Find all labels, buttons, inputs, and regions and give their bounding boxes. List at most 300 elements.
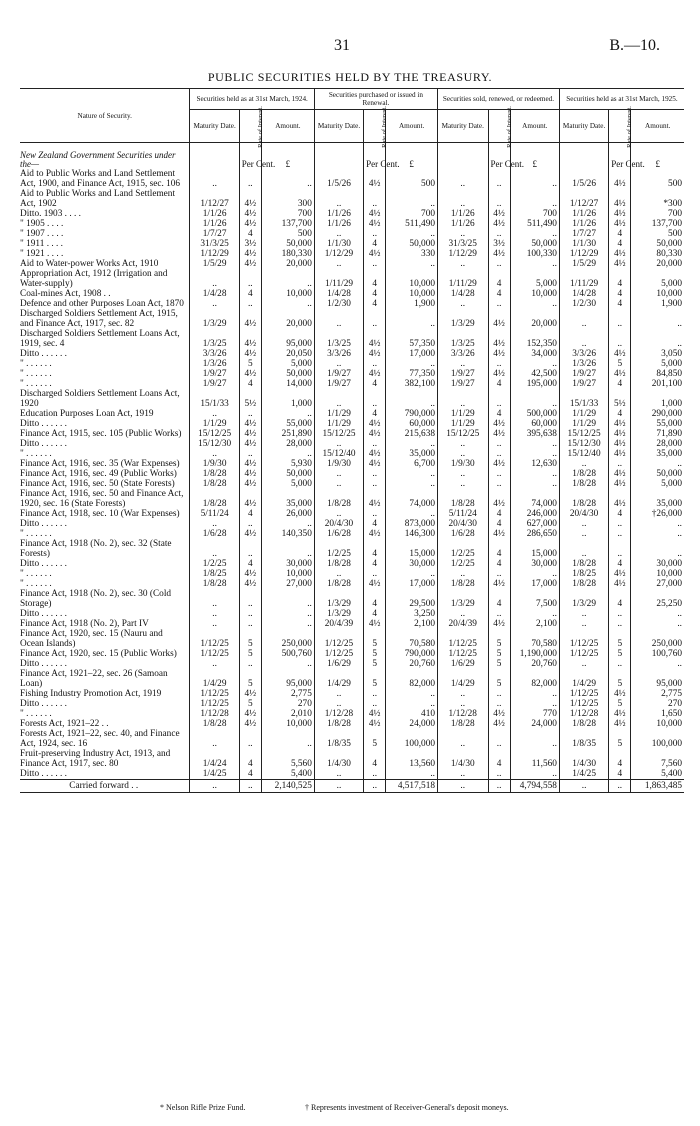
rate-cell: 5: [488, 649, 510, 659]
amount-cell: 300: [261, 189, 314, 209]
rate-cell: 4½: [239, 259, 261, 269]
maturity-date-cell: 5/11/24: [190, 509, 239, 519]
rate-cell: ..: [239, 659, 261, 669]
maturity-date-cell: 31/3/25: [190, 239, 239, 249]
amount-cell: 10,000: [631, 569, 684, 579]
rate-cell: 4: [364, 409, 386, 419]
rate-cell: 4: [488, 589, 510, 609]
table-row: [20, 429, 684, 439]
rate-cell: ..: [364, 189, 386, 209]
maturity-date-cell: 1/1/29: [190, 419, 239, 429]
amount-cell: 10,000: [261, 289, 314, 299]
amount-cell: ..: [510, 439, 559, 449]
maturity-date-cell: ..: [314, 189, 363, 209]
rate-cell: 4: [364, 519, 386, 529]
security-name: Education Purposes Loan Act, 1919: [20, 409, 154, 419]
table-row: [20, 289, 684, 299]
rate-cell: ..: [239, 299, 261, 309]
security-name: Fruit-preserving Industry Act, 1913, and Finance Act, 1917, sec. 80: [20, 749, 171, 769]
security-name: Finance Act, 1916, sec. 35 (War Expenses): [20, 459, 180, 469]
amount-cell: ..: [386, 769, 438, 780]
rate-cell: 5: [364, 629, 386, 649]
security-name: Finance Act, 1916, sec. 49 (Public Works): [20, 469, 177, 479]
maturity-date-cell: 1/1/29: [559, 419, 608, 429]
maturity-date-total: ..: [559, 780, 608, 793]
rate-of-interest-label: Rate of Interest.: [256, 105, 264, 148]
amount-cell: 5,930: [261, 459, 314, 469]
maturity-date-cell: 1/12/29: [559, 249, 608, 259]
maturity-date-cell: 1/2/30: [314, 299, 363, 309]
rate-cell: 4½: [239, 459, 261, 469]
rate-cell: 4: [609, 269, 631, 289]
rate-cell: 5: [488, 669, 510, 689]
maturity-date-cell: 1/12/25: [438, 629, 489, 649]
rate-cell: 4½: [239, 439, 261, 449]
rate-cell: 4½: [609, 479, 631, 489]
rate-cell: 4: [609, 409, 631, 419]
rate-cell: 4½: [609, 169, 631, 189]
rate-cell: 4½: [239, 349, 261, 359]
amount-cell: ..: [261, 519, 314, 529]
maturity-date-cell: 1/4/28: [438, 289, 489, 299]
maturity-date-cell: 1/8/28: [559, 559, 608, 569]
rate-cell: 5: [239, 699, 261, 709]
unit-label: Per Cent.: [609, 143, 631, 170]
rate-cell: ..: [609, 609, 631, 619]
amount-cell: ..: [261, 729, 314, 749]
amount-cell: 100,000: [386, 729, 438, 749]
amount-cell: 20,000: [261, 309, 314, 329]
amount-cell: 35,000: [631, 449, 684, 459]
amount-cell: 10,000: [261, 719, 314, 729]
table-row: [20, 569, 684, 579]
maturity-date-cell: 15/12/30: [559, 439, 608, 449]
table-row: [20, 459, 684, 469]
rate-cell: ..: [239, 589, 261, 609]
rate-cell: ..: [239, 269, 261, 289]
amount-cell: 28,000: [261, 439, 314, 449]
rate-cell: 4½: [239, 579, 261, 589]
rate-cell: 4: [488, 519, 510, 529]
amount-cell: 70,580: [386, 629, 438, 649]
rate-cell: 4½: [364, 209, 386, 219]
table-row: [20, 189, 684, 209]
rate-cell: 5: [364, 659, 386, 669]
amount-cell: 290,000: [631, 409, 684, 419]
rate-cell: 5: [609, 629, 631, 649]
amount-cell: 20,760: [510, 659, 559, 669]
rate-cell: 4: [364, 239, 386, 249]
maturity-date-cell: 1/9/27: [438, 369, 489, 379]
amount-cell: 34,000: [510, 349, 559, 359]
unit-spacer: [438, 143, 489, 170]
amount-cell: 70,580: [510, 629, 559, 649]
maturity-date-cell: ..: [314, 259, 363, 269]
amount-cell: 10,000: [261, 569, 314, 579]
maturity-date-cell: 1/4/30: [314, 749, 363, 769]
security-name: " . . . . . .: [20, 529, 52, 539]
rate-cell: 4½: [488, 459, 510, 469]
maturity-date-cell: ..: [190, 449, 239, 459]
amount-cell: ..: [510, 259, 559, 269]
rate-cell: 4½: [239, 469, 261, 479]
amount-cell: 511,490: [386, 219, 438, 229]
rate-cell: ..: [364, 259, 386, 269]
rate-cell: 4½: [364, 709, 386, 719]
amount-cell: ..: [386, 509, 438, 519]
table-row: [20, 359, 684, 369]
maturity-date-cell: 1/4/29: [190, 669, 239, 689]
amount-cell: ..: [631, 519, 684, 529]
maturity-date-cell: 1/1/26: [438, 209, 489, 219]
maturity-date-cell: ..: [438, 359, 489, 369]
rate-cell: ..: [364, 509, 386, 519]
security-name: Coal-mines Act, 1908 . .: [20, 289, 111, 299]
maturity-date-cell: 1/3/29: [559, 589, 608, 609]
amount-cell: *300: [631, 189, 684, 209]
rate-cell: 4: [239, 379, 261, 389]
maturity-date-cell: 1/7/27: [559, 229, 608, 239]
table-row: [20, 469, 684, 479]
amount-cell: ..: [386, 699, 438, 709]
amount-cell: 30,000: [510, 559, 559, 569]
maturity-date-cell: ..: [438, 439, 489, 449]
amount-cell: 10,000: [631, 289, 684, 299]
maturity-date-cell: 31/3/25: [438, 239, 489, 249]
maturity-date-cell: ..: [314, 309, 363, 329]
rate-cell: ..: [488, 449, 510, 459]
maturity-date-cell: 20/4/30: [438, 519, 489, 529]
maturity-date-cell: 3/3/26: [314, 349, 363, 359]
amount-cell: 10,000: [510, 289, 559, 299]
amount-cell: ..: [261, 169, 314, 189]
rate-cell: ..: [488, 439, 510, 449]
rate-cell: ..: [364, 389, 386, 409]
maturity-date-cell: 20/4/30: [314, 519, 363, 529]
maturity-date-cell: ..: [190, 269, 239, 289]
rate-cell: 4: [239, 289, 261, 299]
amount-cell: 95,000: [631, 669, 684, 689]
amount-cell: 27,000: [261, 579, 314, 589]
security-name: Defence and other Purposes Loan Act, 1870: [20, 299, 184, 309]
rate-cell: ..: [488, 479, 510, 489]
maturity-date-cell: ..: [190, 409, 239, 419]
amount-cell: ..: [386, 359, 438, 369]
amount-cell: ..: [631, 619, 684, 629]
table-row: [20, 419, 684, 429]
security-name: Finance Act, 1920, sec. 15 (Public Works): [20, 649, 177, 659]
rate-cell: 4½: [239, 249, 261, 259]
maturity-date-cell: ..: [438, 169, 489, 189]
rate-cell: 4: [239, 559, 261, 569]
rate-cell: 5: [488, 629, 510, 649]
maturity-date-cell: 1/8/25: [559, 569, 608, 579]
amount-cell: 180,330: [261, 249, 314, 259]
maturity-date-cell: 1/9/30: [190, 459, 239, 469]
table-row: [20, 519, 684, 529]
maturity-date-cell: 1/8/35: [314, 729, 363, 749]
table-row: [20, 259, 684, 269]
maturity-date-cell: 1/9/27: [314, 369, 363, 379]
amount-cell: 84,850: [631, 369, 684, 379]
rate-total: ..: [488, 780, 510, 793]
maturity-date-cell: 1/12/25: [559, 699, 608, 709]
security-name: " 1911 . . . .: [20, 239, 63, 249]
security-name: Ditto . . . . . .: [20, 699, 68, 709]
amount-cell: 20,000: [261, 259, 314, 269]
maturity-date-cell: 1/3/29: [438, 309, 489, 329]
maturity-date-cell: 1/8/25: [190, 569, 239, 579]
rate-cell: 4½: [364, 349, 386, 359]
maturity-date-cell: 1/4/30: [559, 749, 608, 769]
maturity-date-cell: 1/4/28: [190, 289, 239, 299]
rate-cell: 4½: [364, 329, 386, 349]
amount-cell: 11,560: [510, 749, 559, 769]
amount-cell: 20,050: [261, 349, 314, 359]
rate-cell: ..: [609, 659, 631, 669]
rate-cell: 5: [488, 659, 510, 669]
amount-cell: 10,000: [386, 269, 438, 289]
rate-cell: 4½: [364, 579, 386, 589]
maturity-date-cell: ..: [438, 449, 489, 459]
amount-total: 1,863,485: [631, 780, 684, 793]
rate-cell: 4½: [239, 369, 261, 379]
security-name: Finance Act, 1916, sec. 50 and Finance Act, 1920, sec. 16 (State Forests): [20, 489, 184, 509]
maturity-date-cell: 1/12/25: [559, 689, 608, 699]
maturity-date-cell: 15/12/30: [190, 439, 239, 449]
maturity-date-header: Maturity Date.: [314, 110, 363, 143]
maturity-date-cell: 20/4/30: [559, 509, 608, 519]
amount-cell: ..: [261, 619, 314, 629]
rate-cell: 4: [609, 749, 631, 769]
security-name: " . . . . . .: [20, 379, 52, 389]
rate-of-interest-header: [239, 105, 264, 148]
maturity-date-cell: 1/4/28: [559, 289, 608, 299]
maturity-date-cell: 1/12/28: [559, 709, 608, 719]
unit-label: £: [261, 143, 314, 170]
maturity-date-cell: ..: [190, 619, 239, 629]
maturity-date-cell: 1/1/26: [314, 219, 363, 229]
amount-cell: ..: [261, 299, 314, 309]
maturity-date-cell: ..: [314, 509, 363, 519]
table-row: [20, 269, 684, 289]
security-name: Finance Act, 1916, sec. 50 (State Forests): [20, 479, 175, 489]
group-header: Securities purchased or issued in Renewal.: [314, 89, 437, 110]
amount-cell: 250,000: [261, 629, 314, 649]
securities-table: [20, 88, 684, 793]
table-row: [20, 649, 684, 659]
amount-cell: 700: [631, 209, 684, 219]
maturity-date-cell: 1/12/29: [314, 249, 363, 259]
maturity-date-cell: 1/1/26: [559, 219, 608, 229]
table-row: [20, 439, 684, 449]
amount-cell: 2,010: [261, 709, 314, 719]
maturity-date-cell: 1/12/28: [190, 709, 239, 719]
rate-cell: 4: [488, 749, 510, 769]
amount-cell: ..: [261, 589, 314, 609]
rate-cell: ..: [488, 689, 510, 699]
table-row: [20, 619, 684, 629]
table-row: [20, 249, 684, 259]
amount-cell: 30,000: [261, 559, 314, 569]
group-header: Securities held as at 31st March, 1924.: [190, 89, 314, 110]
rate-cell: 4: [364, 299, 386, 309]
amount-cell: 60,000: [386, 419, 438, 429]
rate-cell: ..: [239, 449, 261, 459]
rate-cell: 4½: [364, 449, 386, 459]
security-name: " . . . . . .: [20, 569, 52, 579]
table-row: [20, 379, 684, 389]
amount-cell: ..: [386, 469, 438, 479]
amount-cell: 50,000: [386, 239, 438, 249]
maturity-date-header: Maturity Date.: [190, 110, 239, 143]
maturity-date-cell: 20/4/39: [314, 619, 363, 629]
maturity-date-cell: ..: [559, 529, 608, 539]
rate-cell: 4: [364, 289, 386, 299]
security-name: Finance Act, 1920, sec. 15 (Nauru and Ocean Islands): [20, 629, 163, 649]
amount-cell: 82,000: [386, 669, 438, 689]
amount-cell: 790,000: [386, 649, 438, 659]
maturity-date-cell: 1/8/28: [314, 579, 363, 589]
table-row: [20, 229, 684, 239]
rate-of-interest-label: Rate of Interest.: [626, 105, 634, 148]
maturity-date-cell: 1/12/25: [190, 629, 239, 649]
amount-cell: 511,490: [510, 219, 559, 229]
table-row: [20, 699, 684, 709]
maturity-date-cell: ..: [314, 389, 363, 409]
rate-cell: 5: [239, 629, 261, 649]
amount-cell: 42,500: [510, 369, 559, 379]
rate-cell: 4½: [488, 719, 510, 729]
amount-header: Amount.: [261, 110, 314, 143]
maturity-date-cell: 1/9/30: [314, 459, 363, 469]
amount-cell: 1,190,000: [510, 649, 559, 659]
maturity-date-cell: 1/9/27: [559, 379, 608, 389]
amount-cell: 270: [261, 699, 314, 709]
amount-cell: 100,000: [631, 729, 684, 749]
security-name: Finance Act, 1918 (No. 2), sec. 30 (Cold Storage): [20, 589, 172, 609]
unit-label: £: [631, 143, 684, 170]
rate-cell: 4½: [488, 209, 510, 219]
amount-cell: ..: [386, 479, 438, 489]
amount-cell: ..: [386, 259, 438, 269]
maturity-date-cell: 1/1/29: [314, 409, 363, 419]
maturity-date-total: ..: [190, 780, 239, 793]
footnote: * Nelson Rifle Prize Fund.: [160, 1103, 246, 1112]
maturity-date-cell: ..: [438, 569, 489, 579]
amount-cell: ..: [261, 539, 314, 559]
amount-cell: 5,400: [261, 769, 314, 780]
maturity-date-cell: 1/2/25: [438, 559, 489, 569]
rate-cell: ..: [239, 619, 261, 629]
maturity-date-cell: 1/8/28: [190, 579, 239, 589]
rate-cell: 4½: [488, 309, 510, 329]
table-row: [20, 539, 684, 559]
amount-cell: 12,630: [510, 459, 559, 469]
rate-cell: 4: [239, 749, 261, 769]
rate-cell: 4½: [609, 469, 631, 479]
maturity-date-header: Maturity Date.: [438, 110, 489, 143]
maturity-date-cell: 1/3/26: [190, 359, 239, 369]
amount-cell: 137,700: [261, 219, 314, 229]
rate-cell: 4: [609, 559, 631, 569]
rate-cell: ..: [364, 569, 386, 579]
rate-cell: 5: [609, 669, 631, 689]
maturity-date-cell: 1/3/25: [438, 329, 489, 349]
amount-cell: 35,000: [386, 449, 438, 459]
maturity-date-cell: ..: [438, 609, 489, 619]
amount-cell: 1,650: [631, 709, 684, 719]
security-name: Forests Act, 1921–22 . .: [20, 719, 109, 729]
maturity-date-cell: ..: [559, 659, 608, 669]
maturity-date-cell: 1/12/25: [190, 649, 239, 659]
rate-of-interest-header: [488, 105, 513, 148]
security-name: Ditto . . . . . .: [20, 609, 68, 619]
rate-cell: 4: [488, 509, 510, 519]
unit-label: Per Cent.: [364, 143, 386, 170]
maturity-date-cell: ..: [559, 619, 608, 629]
rate-cell: 4: [364, 559, 386, 569]
amount-cell: 627,000: [510, 519, 559, 529]
maturity-date-cell: 20/4/39: [438, 619, 489, 629]
amount-cell: 10,000: [386, 289, 438, 299]
maturity-date-cell: 1/12/28: [314, 709, 363, 719]
rate-cell: 4½: [364, 169, 386, 189]
amount-cell: 770: [510, 709, 559, 719]
amount-cell: 195,000: [510, 379, 559, 389]
maturity-date-cell: 1/1/26: [438, 219, 489, 229]
maturity-date-cell: 1/2/25: [314, 539, 363, 559]
amount-cell: 395,638: [510, 429, 559, 439]
maturity-date-cell: ..: [314, 469, 363, 479]
rate-cell: 5: [609, 699, 631, 709]
maturity-date-cell: 1/8/28: [314, 559, 363, 569]
amount-cell: ..: [510, 469, 559, 479]
maturity-date-cell: 15/12/25: [559, 429, 608, 439]
amount-cell: 152,350: [510, 329, 559, 349]
rate-cell: 4: [609, 509, 631, 519]
security-name: Aid to Water-power Works Act, 1910: [20, 259, 159, 269]
security-name: " 1921 . . . .: [20, 249, 64, 259]
maturity-date-cell: ..: [438, 469, 489, 479]
rate-cell: 4½: [488, 329, 510, 349]
rate-cell: 4½: [609, 439, 631, 449]
rate-cell: 4½: [364, 419, 386, 429]
amount-cell: 14,000: [261, 379, 314, 389]
maturity-date-cell: 1/3/25: [314, 329, 363, 349]
security-name: Ditto . . . . . .: [20, 439, 68, 449]
amount-cell: 74,000: [510, 489, 559, 509]
amount-cell: 95,000: [261, 329, 314, 349]
amount-cell: 30,000: [631, 559, 684, 569]
amount-cell: 28,000: [631, 439, 684, 449]
rate-cell: 4: [609, 769, 631, 780]
rate-cell: 4½: [239, 719, 261, 729]
amount-cell: 3,050: [631, 349, 684, 359]
amount-cell: 250,000: [631, 629, 684, 649]
amount-cell: 35,000: [261, 489, 314, 509]
table-row: [20, 349, 684, 359]
amount-cell: 80,330: [631, 249, 684, 259]
maturity-date-cell: ..: [190, 659, 239, 669]
rate-total: ..: [364, 780, 386, 793]
rate-cell: 4½: [239, 329, 261, 349]
rate-cell: 5: [239, 649, 261, 659]
amount-cell: ..: [631, 329, 684, 349]
maturity-date-cell: 1/12/27: [190, 189, 239, 209]
rate-cell: 4½: [488, 369, 510, 379]
security-name: Ditto . . . . . .: [20, 519, 68, 529]
